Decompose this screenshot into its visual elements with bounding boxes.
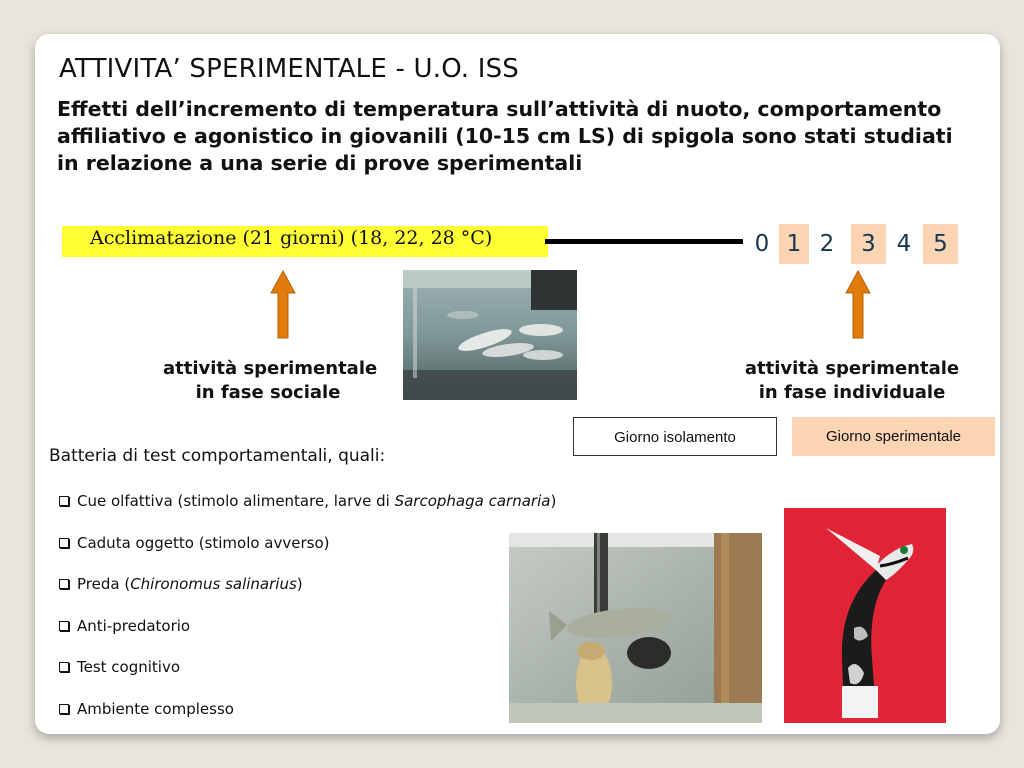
predator-model-photo [784,508,946,723]
social-phase-caption [163,357,378,405]
checkbox-bullet-icon [59,621,69,631]
tank-group-photo [403,270,577,400]
up-arrow-icon [270,269,296,339]
day-0: 0 [754,231,770,257]
list-item: Test cognitivo [59,658,556,700]
day-2: 2 [819,231,835,257]
checkbox-bullet-icon [59,704,69,714]
tank-single-photo [509,533,762,723]
checkbox-bullet-icon [59,662,69,672]
individual-phase-caption [727,357,977,405]
list-item: Cue olfattiva (stimolo alimentare, larve di Sarcophaga carnaria) [59,492,556,534]
individual-phase-line1: attività sperimentale [744,358,960,379]
legend-isolation-day: Giorno isolamento [573,417,777,456]
individual-phase-line2: in fase individuale [758,382,946,403]
day-4: 4 [896,231,912,257]
acclimation-bar [62,226,548,257]
slide [35,34,1000,734]
timeline-line [545,239,743,244]
day-1: 1 [779,224,809,264]
social-phase-line2: in fase sociale [195,382,341,403]
day-5: 5 [923,224,958,264]
checkbox-bullet-icon [59,579,69,589]
battery-heading: Batteria di test comportamentali, quali: [49,446,386,466]
day-3: 3 [851,224,886,264]
test-list [59,492,556,734]
checkbox-bullet-icon [59,496,69,506]
list-item: Ambiente complesso [59,700,556,735]
list-item: Caduta oggetto (stimolo avverso) [59,534,556,576]
slide-subtitle: Effetti dell’incremento di temperatura sull’attività di nuoto, comportamento affiliativo e agonistico in giovanili (10-15 cm LS) di spigola sono stati studiati in relazione a una serie di prove sperimentali [57,97,953,175]
social-phase-line1: attività sperimentale [163,358,378,379]
list-item: Anti-predatorio [59,617,556,659]
acclimation-label: Acclimatazione (21 giorni) (18, 22, 28 °C) [90,227,493,249]
checkbox-bullet-icon [59,538,69,548]
list-item: Preda (Chironomus salinarius) [59,575,556,617]
up-arrow-icon [845,269,871,339]
slide-title: ATTIVITA’ SPERIMENTALE - U.O. ISS [59,54,520,84]
legend-experimental-day: Giorno sperimentale [792,417,995,456]
